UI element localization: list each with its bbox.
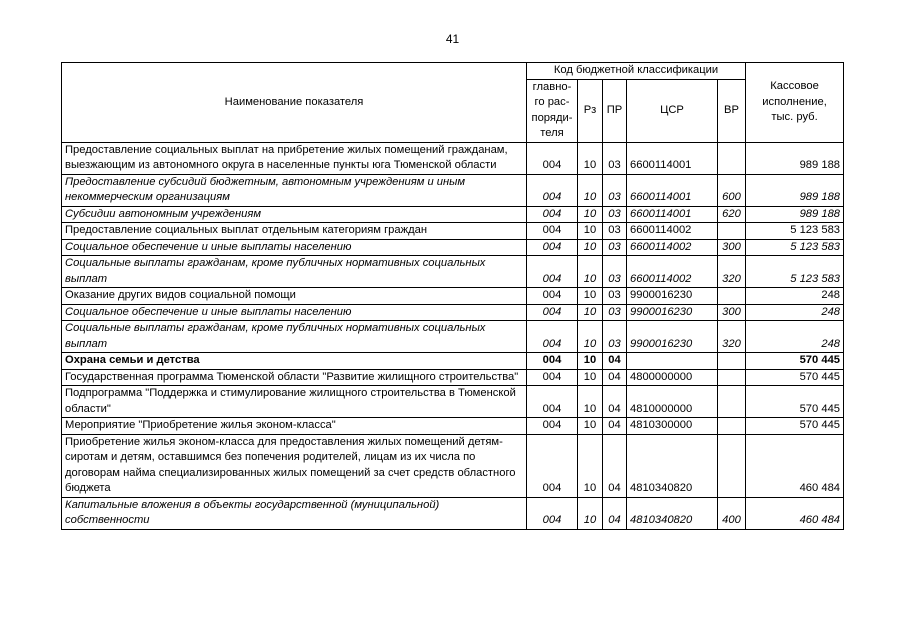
cell-name: Оказание других видов социальной помощи xyxy=(62,288,527,305)
cell-csr: 4810300000 xyxy=(627,418,718,435)
header-execution xyxy=(746,63,844,143)
table-row xyxy=(62,174,844,206)
cell-rz: 10 xyxy=(578,418,603,435)
header-rz: Рз xyxy=(578,79,603,142)
cell-name: Охрана семьи и детства xyxy=(62,353,527,370)
cell-chief-admin: 004 xyxy=(527,321,578,353)
cell-rz: 10 xyxy=(578,239,603,256)
cell-name: Приобретение жилья эконом-класса для предоставления жилых помещений детям-сиротам и детям, оставшимся без попечения родителей, лицам из их числа по договорам найма специализированных жилых помещений за счет средств областного бюджета xyxy=(62,434,527,497)
cell-vr: 620 xyxy=(718,206,746,223)
table-row xyxy=(62,142,844,174)
cell-amount: 460 484 xyxy=(746,434,844,497)
cell-vr: 600 xyxy=(718,174,746,206)
header-chief-admin xyxy=(527,79,578,142)
cell-pr: 04 xyxy=(603,353,627,370)
cell-pr: 03 xyxy=(603,321,627,353)
cell-chief-admin: 004 xyxy=(527,497,578,529)
cell-csr: 6600114002 xyxy=(627,256,718,288)
cell-amount: 5 123 583 xyxy=(746,223,844,240)
table-row xyxy=(62,304,844,321)
cell-vr: 320 xyxy=(718,256,746,288)
cell-amount: 248 xyxy=(746,321,844,353)
header-execution-text: Кассовое исполнение, тыс. руб. xyxy=(762,80,827,123)
cell-chief-admin: 004 xyxy=(527,386,578,418)
cell-csr: 6600114002 xyxy=(627,223,718,240)
cell-rz: 10 xyxy=(578,142,603,174)
cell-csr: 9900016230 xyxy=(627,304,718,321)
cell-vr xyxy=(718,353,746,370)
cell-name: Субсидии автономным учреждениям xyxy=(62,206,527,223)
header-classification-group: Код бюджетной классификации xyxy=(527,63,746,80)
cell-amount: 248 xyxy=(746,288,844,305)
cell-name: Государственная программа Тюменской области "Развитие жилищного строительства" xyxy=(62,369,527,386)
table-row xyxy=(62,434,844,497)
cell-rz: 10 xyxy=(578,256,603,288)
cell-chief-admin: 004 xyxy=(527,369,578,386)
cell-csr: 9900016230 xyxy=(627,288,718,305)
cell-pr: 03 xyxy=(603,256,627,288)
cell-pr: 04 xyxy=(603,418,627,435)
cell-rz: 10 xyxy=(578,321,603,353)
cell-rz: 10 xyxy=(578,369,603,386)
cell-csr xyxy=(627,353,718,370)
cell-pr: 03 xyxy=(603,304,627,321)
cell-amount: 570 445 xyxy=(746,353,844,370)
cell-rz: 10 xyxy=(578,497,603,529)
cell-chief-admin: 004 xyxy=(527,223,578,240)
table-row xyxy=(62,386,844,418)
cell-pr: 03 xyxy=(603,223,627,240)
table-row xyxy=(62,206,844,223)
cell-amount: 570 445 xyxy=(746,386,844,418)
cell-pr: 03 xyxy=(603,142,627,174)
cell-rz: 10 xyxy=(578,206,603,223)
budget-table xyxy=(61,62,844,530)
cell-chief-admin: 004 xyxy=(527,256,578,288)
cell-rz: 10 xyxy=(578,223,603,240)
table-row xyxy=(62,256,844,288)
cell-pr: 03 xyxy=(603,288,627,305)
cell-vr xyxy=(718,142,746,174)
header-vr: ВР xyxy=(718,79,746,142)
cell-name: Социальные выплаты гражданам, кроме публичных нормативных социальных выплат xyxy=(62,256,527,288)
cell-rz: 10 xyxy=(578,386,603,418)
cell-chief-admin: 004 xyxy=(527,353,578,370)
cell-csr: 4810340820 xyxy=(627,497,718,529)
cell-name: Подпрограмма "Поддержка и стимулирование жилищного строительства в Тюменской области" xyxy=(62,386,527,418)
cell-rz: 10 xyxy=(578,353,603,370)
cell-name: Предоставление социальных выплат отдельным категориям граждан xyxy=(62,223,527,240)
cell-pr: 03 xyxy=(603,239,627,256)
cell-chief-admin: 004 xyxy=(527,142,578,174)
cell-vr: 300 xyxy=(718,239,746,256)
cell-vr xyxy=(718,288,746,305)
table-row xyxy=(62,288,844,305)
cell-vr xyxy=(718,434,746,497)
header-csr: ЦСР xyxy=(627,79,718,142)
table-row xyxy=(62,223,844,240)
cell-amount: 570 445 xyxy=(746,418,844,435)
cell-chief-admin: 004 xyxy=(527,288,578,305)
cell-rz: 10 xyxy=(578,174,603,206)
cell-vr: 300 xyxy=(718,304,746,321)
cell-vr: 320 xyxy=(718,321,746,353)
cell-pr: 04 xyxy=(603,434,627,497)
cell-chief-admin: 004 xyxy=(527,434,578,497)
cell-csr: 6600114002 xyxy=(627,239,718,256)
cell-chief-admin: 004 xyxy=(527,239,578,256)
cell-chief-admin: 004 xyxy=(527,174,578,206)
cell-amount: 460 484 xyxy=(746,497,844,529)
header-chief-admin-text: главно- го рас- поряди- теля xyxy=(531,80,573,139)
cell-csr: 9900016230 xyxy=(627,321,718,353)
page-number: 41 xyxy=(445,32,460,46)
cell-amount: 989 188 xyxy=(746,206,844,223)
cell-amount: 5 123 583 xyxy=(746,256,844,288)
cell-amount: 5 123 583 xyxy=(746,239,844,256)
cell-amount: 570 445 xyxy=(746,369,844,386)
cell-csr: 6600114001 xyxy=(627,142,718,174)
cell-amount: 248 xyxy=(746,304,844,321)
cell-pr: 04 xyxy=(603,497,627,529)
table-row xyxy=(62,353,844,370)
table-row xyxy=(62,497,844,529)
cell-csr: 6600114001 xyxy=(627,174,718,206)
cell-pr: 03 xyxy=(603,174,627,206)
cell-name: Предоставление субсидий бюджетным, автономным учреждениям и иным некоммерческим организациям xyxy=(62,174,527,206)
cell-name: Мероприятие "Приобретение жилья эконом-класса" xyxy=(62,418,527,435)
cell-amount: 989 188 xyxy=(746,174,844,206)
cell-chief-admin: 004 xyxy=(527,206,578,223)
cell-rz: 10 xyxy=(578,288,603,305)
cell-pr: 04 xyxy=(603,386,627,418)
cell-name: Социальное обеспечение и иные выплаты населению xyxy=(62,239,527,256)
cell-csr: 4800000000 xyxy=(627,369,718,386)
cell-vr xyxy=(718,386,746,418)
cell-vr xyxy=(718,369,746,386)
header-pr: ПР xyxy=(603,79,627,142)
cell-rz: 10 xyxy=(578,304,603,321)
cell-name: Социальные выплаты гражданам, кроме публичных нормативных социальных выплат xyxy=(62,321,527,353)
table-row xyxy=(62,239,844,256)
cell-rz: 10 xyxy=(578,434,603,497)
cell-vr xyxy=(718,418,746,435)
table-row xyxy=(62,321,844,353)
cell-vr xyxy=(718,223,746,240)
cell-pr: 04 xyxy=(603,369,627,386)
table-header xyxy=(62,63,844,143)
cell-name: Капитальные вложения в объекты государственной (муниципальной) собственности xyxy=(62,497,527,529)
header-name: Наименование показателя xyxy=(62,63,527,143)
cell-name: Социальное обеспечение и иные выплаты населению xyxy=(62,304,527,321)
cell-vr: 400 xyxy=(718,497,746,529)
cell-pr: 03 xyxy=(603,206,627,223)
cell-amount: 989 188 xyxy=(746,142,844,174)
cell-csr: 6600114001 xyxy=(627,206,718,223)
table-row xyxy=(62,369,844,386)
cell-csr: 4810000000 xyxy=(627,386,718,418)
cell-chief-admin: 004 xyxy=(527,304,578,321)
cell-csr: 4810340820 xyxy=(627,434,718,497)
table-body xyxy=(62,142,844,529)
table-row xyxy=(62,418,844,435)
cell-name: Предоставление социальных выплат на прибретение жилых помещений гражданам, выезжающим из автономного округа в населенные пункты юга Тюменской области xyxy=(62,142,527,174)
cell-chief-admin: 004 xyxy=(527,418,578,435)
